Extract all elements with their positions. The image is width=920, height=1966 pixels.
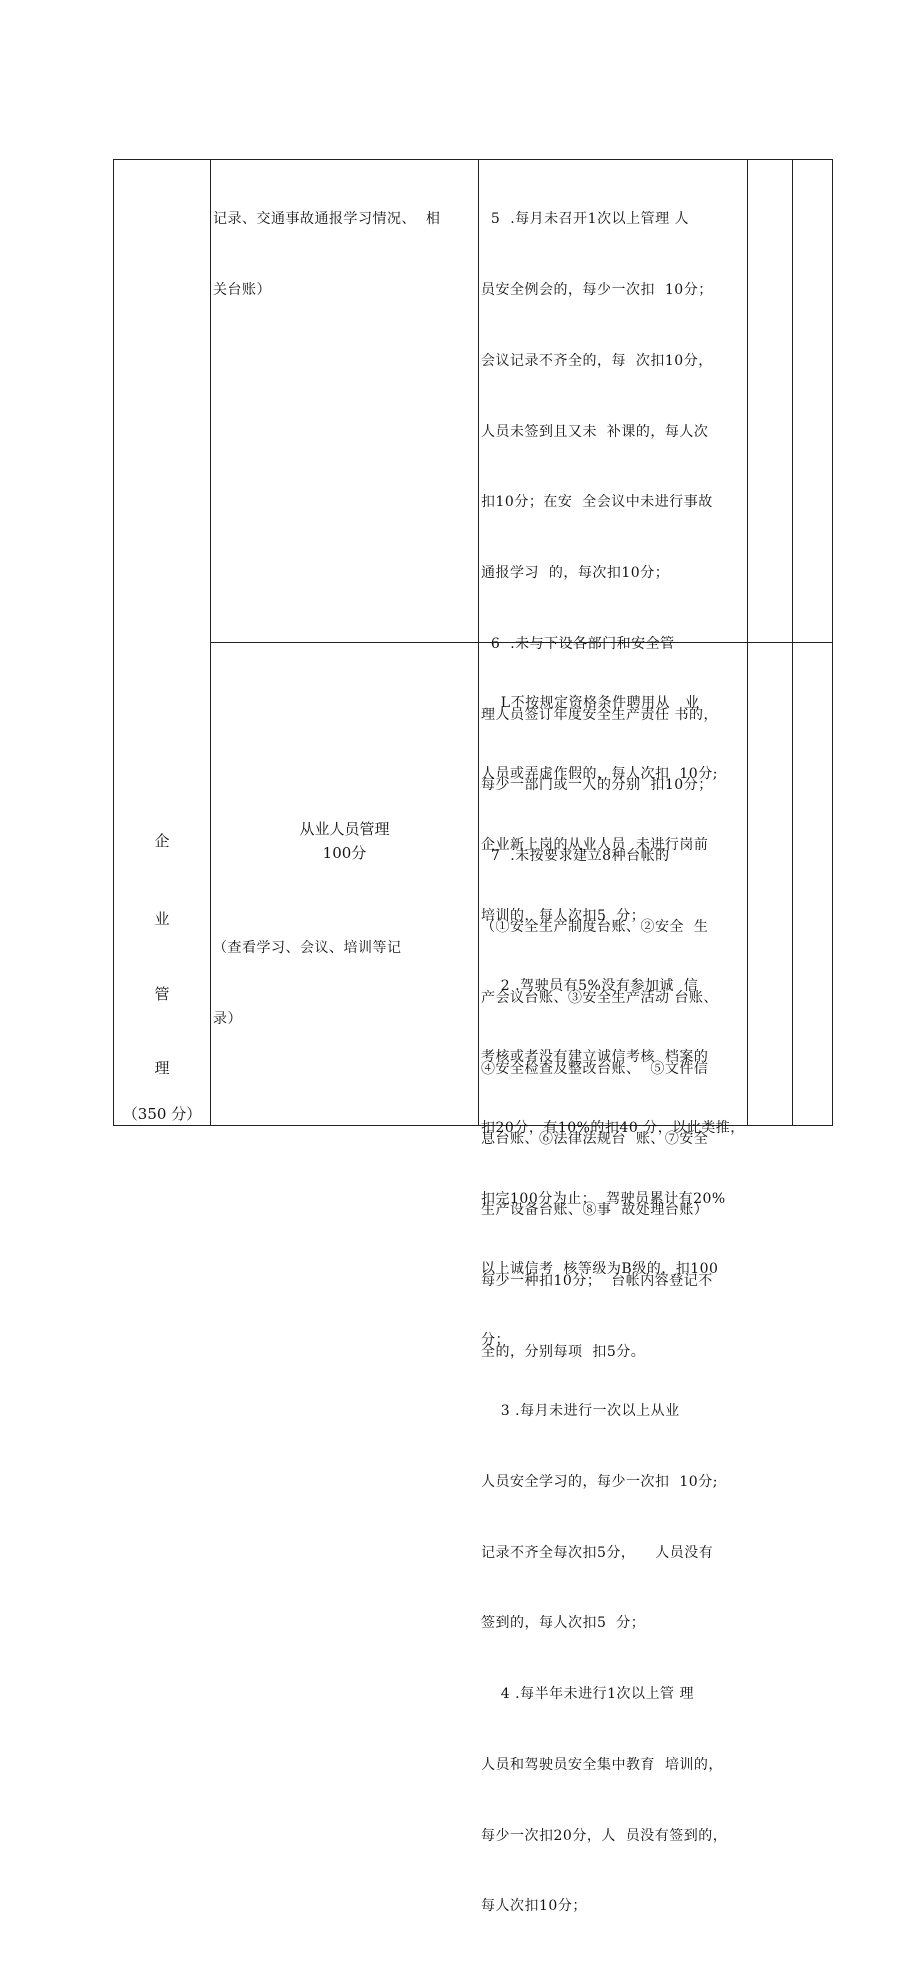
row2-item-note [213, 890, 475, 1079]
text-line: 4 .每半年未进行1次以上管 理 [481, 1686, 694, 1703]
text-line: 考核或者没有建立诚信考核 档案的 [481, 1049, 709, 1066]
row2-criteria-text [481, 645, 745, 1966]
text-line: 员安全例会的，每少一次扣 10分； [481, 281, 713, 298]
category-char: 管 [154, 985, 170, 1003]
text-line: 人员或弄虚作假的，每人次扣 10分; [481, 765, 718, 782]
text-line: 人员安全学习的，每少一次扣 10分; [481, 1473, 718, 1490]
text-line: 企业新上岗的从业人员 未进行岗前 [481, 836, 709, 853]
text-line: 每人次扣10分； [481, 1898, 587, 1915]
text-line: 记录、交通事故通报学习情况、 相 [213, 211, 441, 228]
text-line: 人员和驾驶员安全集中教育 培训的， [481, 1756, 723, 1773]
text-line: 扣完100分为止； 驾驶员累计有20% [481, 1190, 726, 1207]
text-line: 录） [213, 1010, 242, 1027]
text-line: 扣10分；在安 全会议中未进行事故 [481, 494, 713, 511]
row2-item-score: 100分 [322, 844, 367, 862]
text-line: 每少一种扣10分； 台帐内容登记不 [481, 1272, 713, 1289]
text-line: （查看学习、会议、培训等记 [213, 940, 402, 957]
text-line: 产会议台账、③安全生产活动 台账、 [481, 989, 718, 1006]
text-line: 通报学习 的，每次扣10分； [481, 565, 670, 582]
text-line: 扣20分，有10%的扣40 分，以此类推， [481, 1119, 745, 1136]
text-line: 每少一部门或一人的分别 扣10分； [481, 777, 713, 794]
text-line: 理人员签订年度安全生产责任 书的， [481, 706, 718, 723]
text-line: 2 .驾驶员有5%没有参加诚 信 [481, 978, 699, 995]
text-line: 分； [481, 1332, 510, 1349]
text-line: 7 .未按要求建立8种台帐的 [481, 848, 670, 865]
text-line: 每少一次扣20分，人 员没有签到的， [481, 1827, 728, 1844]
text-line: L不按规定资格条件聘用从 业 [481, 695, 700, 712]
text-line: 全的，分别每项 扣5分。 [481, 1343, 646, 1360]
text-line: 人员未签到且又未 补课的，每人次 [481, 423, 709, 440]
text-line: ④安全检查及整改台账、 ⑤文件信 [481, 1060, 709, 1077]
text-line: 会议记录不齐全的，每 次扣10分， [481, 352, 713, 369]
row1-item-text [213, 161, 475, 350]
text-line: 息台账、⑥法律法规台 账、⑦安全 [481, 1131, 709, 1148]
text-line: 生产设备台账、⑧事 故处理台账） [481, 1202, 709, 1219]
text-line: 关台账） [213, 281, 271, 298]
text-line: 5 .每月未召开1次以上管理 人 [481, 211, 690, 228]
text-line: 签到的，每人次扣5 分； [481, 1615, 646, 1632]
text-line: 以上诚信考 核等级为B级的，扣100 [481, 1261, 719, 1278]
category-char: 企 [154, 832, 170, 850]
text-line: （①安全生产制度台账、②安全 生 [481, 919, 709, 935]
category-char: 理 [154, 1059, 170, 1077]
text-line: 记录不齐全每次扣5分， 人员没有 [481, 1544, 714, 1561]
text-line: 6 .未与下设各部门和安全管 [481, 635, 675, 652]
assessment-table [113, 159, 833, 1915]
text-line: 3 .每月未进行一次以上从业 [481, 1403, 680, 1419]
category-char: 业 [154, 910, 170, 928]
row2-item-title: 从业人员管理 [299, 820, 390, 838]
text-line: 培训的，每人次扣5 分； [481, 907, 646, 924]
category-score: （350 分） [122, 1105, 202, 1123]
